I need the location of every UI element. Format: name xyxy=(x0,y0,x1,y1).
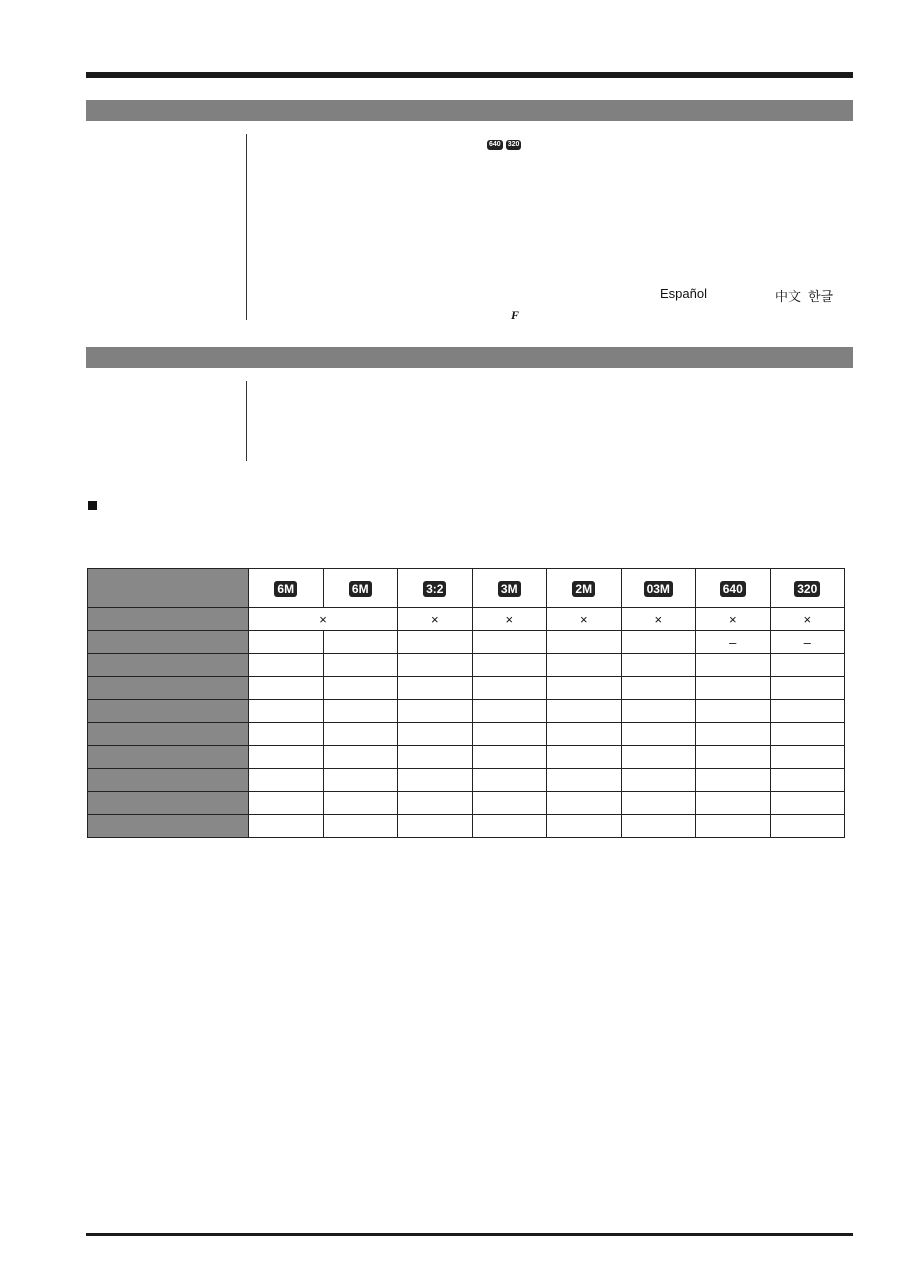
table-cell xyxy=(770,654,845,677)
table-cell xyxy=(621,631,696,654)
table-cell xyxy=(249,723,324,746)
table-cell xyxy=(547,631,622,654)
table-cell xyxy=(472,677,547,700)
row-label xyxy=(88,608,249,631)
table-cell xyxy=(621,654,696,677)
table-cell xyxy=(547,677,622,700)
row-label xyxy=(88,792,249,815)
row-label xyxy=(88,677,249,700)
table-cell xyxy=(472,700,547,723)
col-header-6m-normal xyxy=(323,569,398,608)
table-row xyxy=(88,654,845,677)
top-rule xyxy=(86,72,853,78)
movie-320-icon: 320 xyxy=(507,141,520,148)
table-cell: – xyxy=(770,631,845,654)
table-cell xyxy=(547,654,622,677)
table-cell xyxy=(696,723,771,746)
col-header-3m xyxy=(472,569,547,608)
table-cell xyxy=(770,677,845,700)
table-cell xyxy=(323,631,398,654)
movie-320-icon: 320 xyxy=(794,581,820,597)
quality-6m-icon: 6M xyxy=(349,581,372,597)
table-cell xyxy=(472,792,547,815)
table-cell xyxy=(398,723,473,746)
table-cell xyxy=(547,723,622,746)
quality-6m-icon: 6M xyxy=(274,581,297,597)
table-cell xyxy=(398,677,473,700)
row-label xyxy=(88,700,249,723)
table-corner-cell xyxy=(88,569,249,608)
table-cell xyxy=(621,723,696,746)
table-cell xyxy=(621,769,696,792)
table-cell xyxy=(323,815,398,838)
table-cell xyxy=(249,677,324,700)
row-label xyxy=(88,654,249,677)
table-cell: × xyxy=(696,608,771,631)
table-cell xyxy=(249,792,324,815)
table-cell xyxy=(323,654,398,677)
table-cell xyxy=(621,792,696,815)
movie-size-badges xyxy=(487,140,521,150)
table-cell xyxy=(398,769,473,792)
table-cell xyxy=(696,815,771,838)
table-row xyxy=(88,723,845,746)
table-cell xyxy=(770,700,845,723)
table-cell xyxy=(249,654,324,677)
table-cell xyxy=(398,654,473,677)
table-cell xyxy=(398,700,473,723)
table-header-row xyxy=(88,569,845,608)
table-cell xyxy=(398,792,473,815)
table-cell xyxy=(398,815,473,838)
table-cell xyxy=(472,815,547,838)
table-row xyxy=(88,608,845,631)
table-cell xyxy=(249,746,324,769)
table-cell xyxy=(249,631,324,654)
table-cell: – xyxy=(696,631,771,654)
table-cell xyxy=(770,746,845,769)
table-cell xyxy=(770,792,845,815)
row-label xyxy=(88,723,249,746)
movie-640-icon: 640 xyxy=(720,581,746,597)
table-cell xyxy=(249,815,324,838)
table-cell xyxy=(696,700,771,723)
quality-3-2-icon: 3:2 xyxy=(423,581,446,597)
table-cell xyxy=(547,792,622,815)
table-cell xyxy=(770,815,845,838)
table-cell xyxy=(398,746,473,769)
table-row xyxy=(88,631,845,654)
row-label xyxy=(88,746,249,769)
table-cell xyxy=(696,654,771,677)
table-cell xyxy=(472,631,547,654)
table-cell: × xyxy=(249,608,398,631)
table-row xyxy=(88,746,845,769)
table-cell xyxy=(472,654,547,677)
table-cell xyxy=(323,769,398,792)
table-cell xyxy=(547,769,622,792)
col-header-3-2 xyxy=(398,569,473,608)
table-row xyxy=(88,677,845,700)
table-cell xyxy=(621,746,696,769)
table-cell xyxy=(398,631,473,654)
table-cell xyxy=(696,792,771,815)
table-cell xyxy=(249,769,324,792)
bottom-rule xyxy=(86,1233,853,1236)
table-cell xyxy=(770,769,845,792)
square-bullet-icon xyxy=(88,501,97,510)
row-label xyxy=(88,631,249,654)
section-1-divider xyxy=(246,134,247,320)
table-cell xyxy=(696,677,771,700)
table-cell xyxy=(323,746,398,769)
table-cell xyxy=(249,700,324,723)
row-label xyxy=(88,769,249,792)
table-row xyxy=(88,769,845,792)
col-header-03m xyxy=(621,569,696,608)
table-cell xyxy=(547,746,622,769)
movie-640-icon: 640 xyxy=(489,141,501,148)
table-cell xyxy=(547,700,622,723)
table-row xyxy=(88,700,845,723)
col-header-640 xyxy=(696,569,771,608)
table-cell xyxy=(621,815,696,838)
table-cell xyxy=(621,677,696,700)
f-mode-icon: F xyxy=(511,308,520,322)
table-cell xyxy=(323,792,398,815)
language-korean: 한글 xyxy=(808,289,834,304)
table-cell xyxy=(472,723,547,746)
language-chinese: 中文 xyxy=(775,289,802,304)
table-cell xyxy=(472,746,547,769)
table-cell: × xyxy=(472,608,547,631)
table-cell xyxy=(547,815,622,838)
table-cell: × xyxy=(621,608,696,631)
table-cell xyxy=(621,700,696,723)
table-cell xyxy=(323,677,398,700)
quality-2m-icon: 2M xyxy=(572,581,595,597)
table-cell xyxy=(696,769,771,792)
quality-3m-icon: 3M xyxy=(498,581,521,597)
table-cell xyxy=(696,746,771,769)
language-espanol: Español xyxy=(660,286,707,301)
col-header-320 xyxy=(770,569,845,608)
section-bar-1 xyxy=(86,100,853,121)
section-bar-2 xyxy=(86,347,853,368)
table-cell: × xyxy=(547,608,622,631)
quality-mode-table xyxy=(87,568,845,838)
table-cell: × xyxy=(398,608,473,631)
table-cell xyxy=(770,723,845,746)
table-cell xyxy=(323,700,398,723)
table-cell xyxy=(323,723,398,746)
col-header-2m xyxy=(547,569,622,608)
table-row xyxy=(88,815,845,838)
row-label xyxy=(88,815,249,838)
col-header-6m-fine xyxy=(249,569,324,608)
table-cell xyxy=(472,769,547,792)
table-cell: × xyxy=(770,608,845,631)
section-2-divider xyxy=(246,381,247,461)
quality-03m-icon: 03M xyxy=(644,581,673,597)
table-row xyxy=(88,792,845,815)
